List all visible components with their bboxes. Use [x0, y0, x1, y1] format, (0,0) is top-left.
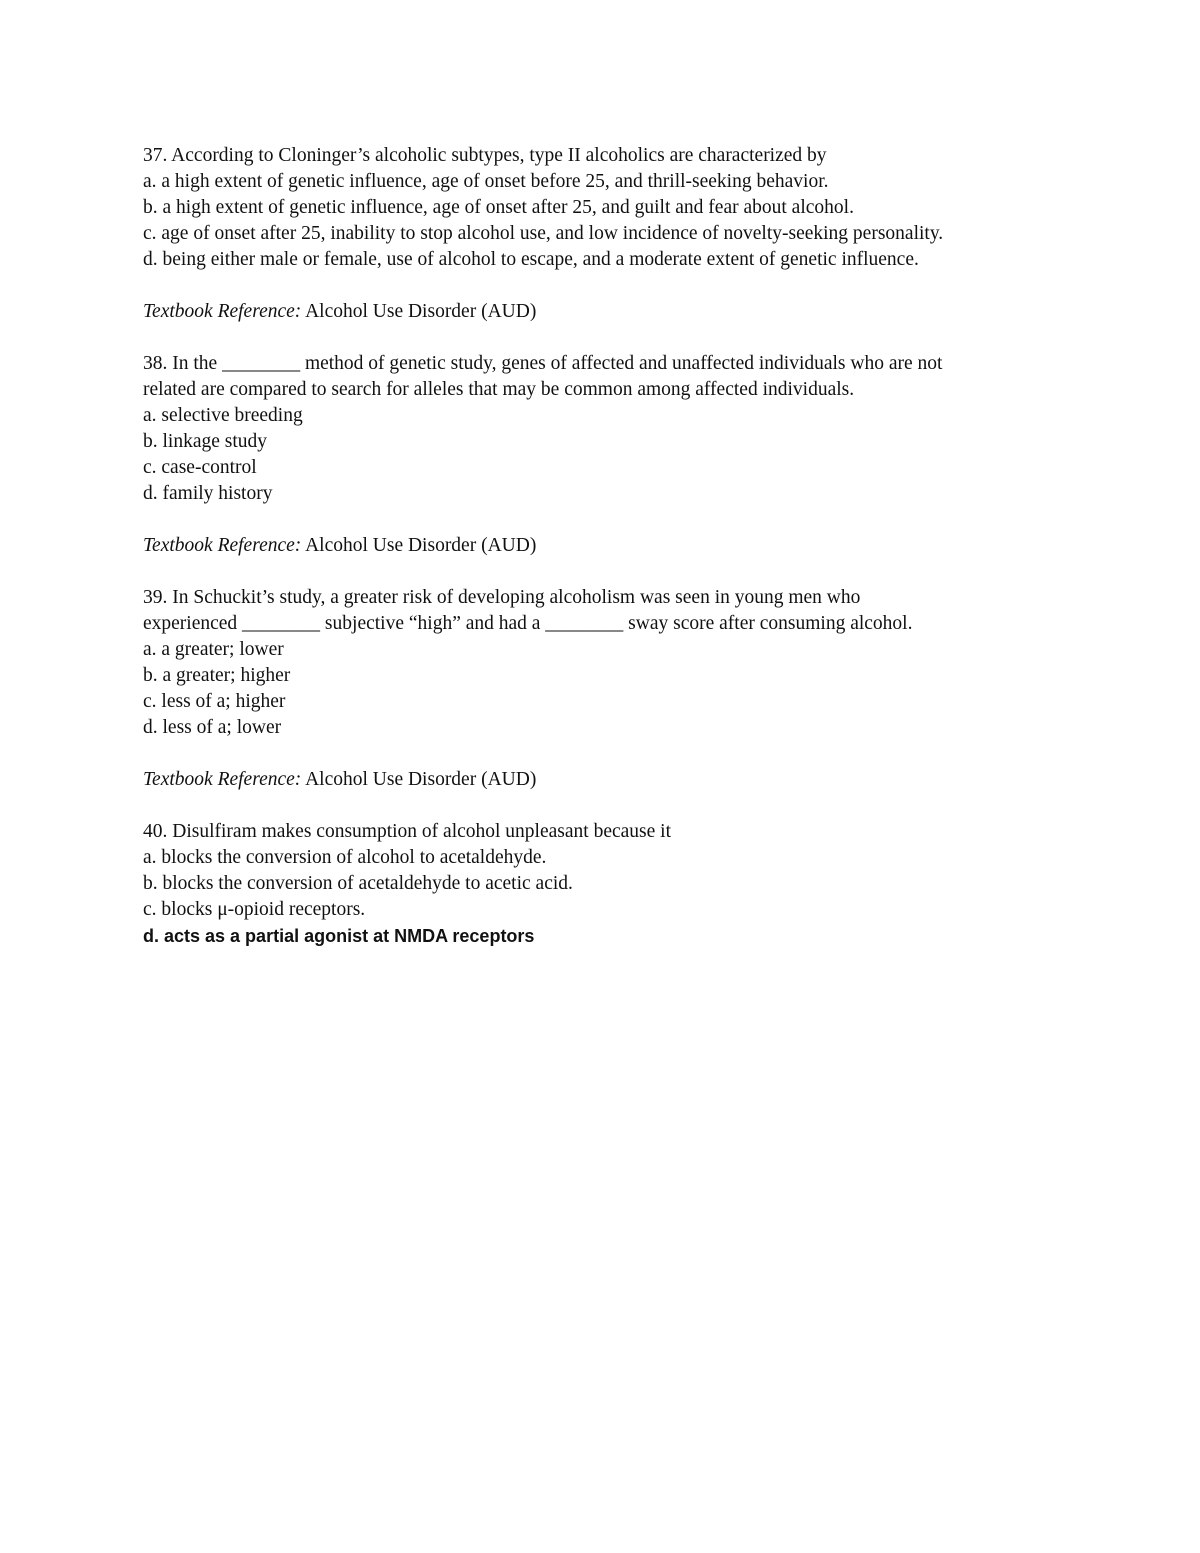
question-stem: 38. In the ________ method of genetic study, genes of affected and unaffected individuals who are not: [143, 353, 943, 374]
document-page: [143, 143, 1083, 949]
reference-label: Textbook Reference:: [143, 769, 302, 790]
question-stem: experienced ________ subjective “high” and had a ________ sway score after consuming alcohol.: [143, 613, 913, 634]
question-37: [143, 143, 1083, 325]
reference-label: Textbook Reference:: [143, 301, 302, 322]
question-stem: 40. Disulfiram makes consumption of alcohol unpleasant because it: [143, 821, 671, 842]
option-c: c. less of a; higher: [143, 691, 286, 712]
reference-text: Alcohol Use Disorder (AUD): [301, 769, 537, 790]
option-b: b. linkage study: [143, 431, 268, 452]
option-d-highlighted: d. acts as a partial agonist at NMDA receptors: [143, 926, 535, 946]
option-a: a. selective breeding: [143, 405, 303, 426]
option-a: a. a greater; lower: [143, 639, 284, 660]
question-39: [143, 585, 1083, 793]
reference-text: Alcohol Use Disorder (AUD): [301, 301, 537, 322]
textbook-reference: [143, 299, 1083, 325]
option-a: a. a high extent of genetic influence, age of onset before 25, and thrill-seeking behavior.: [143, 171, 829, 192]
question-stem: 37. According to Cloninger’s alcoholic subtypes, type II alcoholics are characterized by: [143, 145, 827, 166]
option-b: b. a high extent of genetic influence, age of onset after 25, and guilt and fear about alcohol.: [143, 197, 854, 218]
textbook-reference: [143, 767, 1083, 793]
question-stem: 39. In Schuckit’s study, a greater risk of developing alcoholism was seen in young men who: [143, 587, 861, 608]
question-38: [143, 351, 1083, 559]
reference-text: Alcohol Use Disorder (AUD): [301, 535, 537, 556]
option-d: d. being either male or female, use of alcohol to escape, and a moderate extent of genetic influence.: [143, 249, 919, 270]
reference-label: Textbook Reference:: [143, 535, 302, 556]
textbook-reference: [143, 533, 1083, 559]
question-stem: related are compared to search for alleles that may be common among affected individuals.: [143, 379, 855, 400]
option-c: c. blocks μ-opioid receptors.: [143, 899, 366, 920]
option-c: c. case-control: [143, 457, 257, 478]
question-40: [143, 819, 1083, 949]
option-c: c. age of onset after 25, inability to stop alcohol use, and low incidence of novelty-seeking personality.: [143, 223, 944, 244]
option-d: d. less of a; lower: [143, 717, 282, 738]
option-a: a. blocks the conversion of alcohol to acetaldehyde.: [143, 847, 547, 868]
option-d: d. family history: [143, 483, 273, 504]
option-b: b. a greater; higher: [143, 665, 291, 686]
option-b: b. blocks the conversion of acetaldehyde to acetic acid.: [143, 873, 573, 894]
